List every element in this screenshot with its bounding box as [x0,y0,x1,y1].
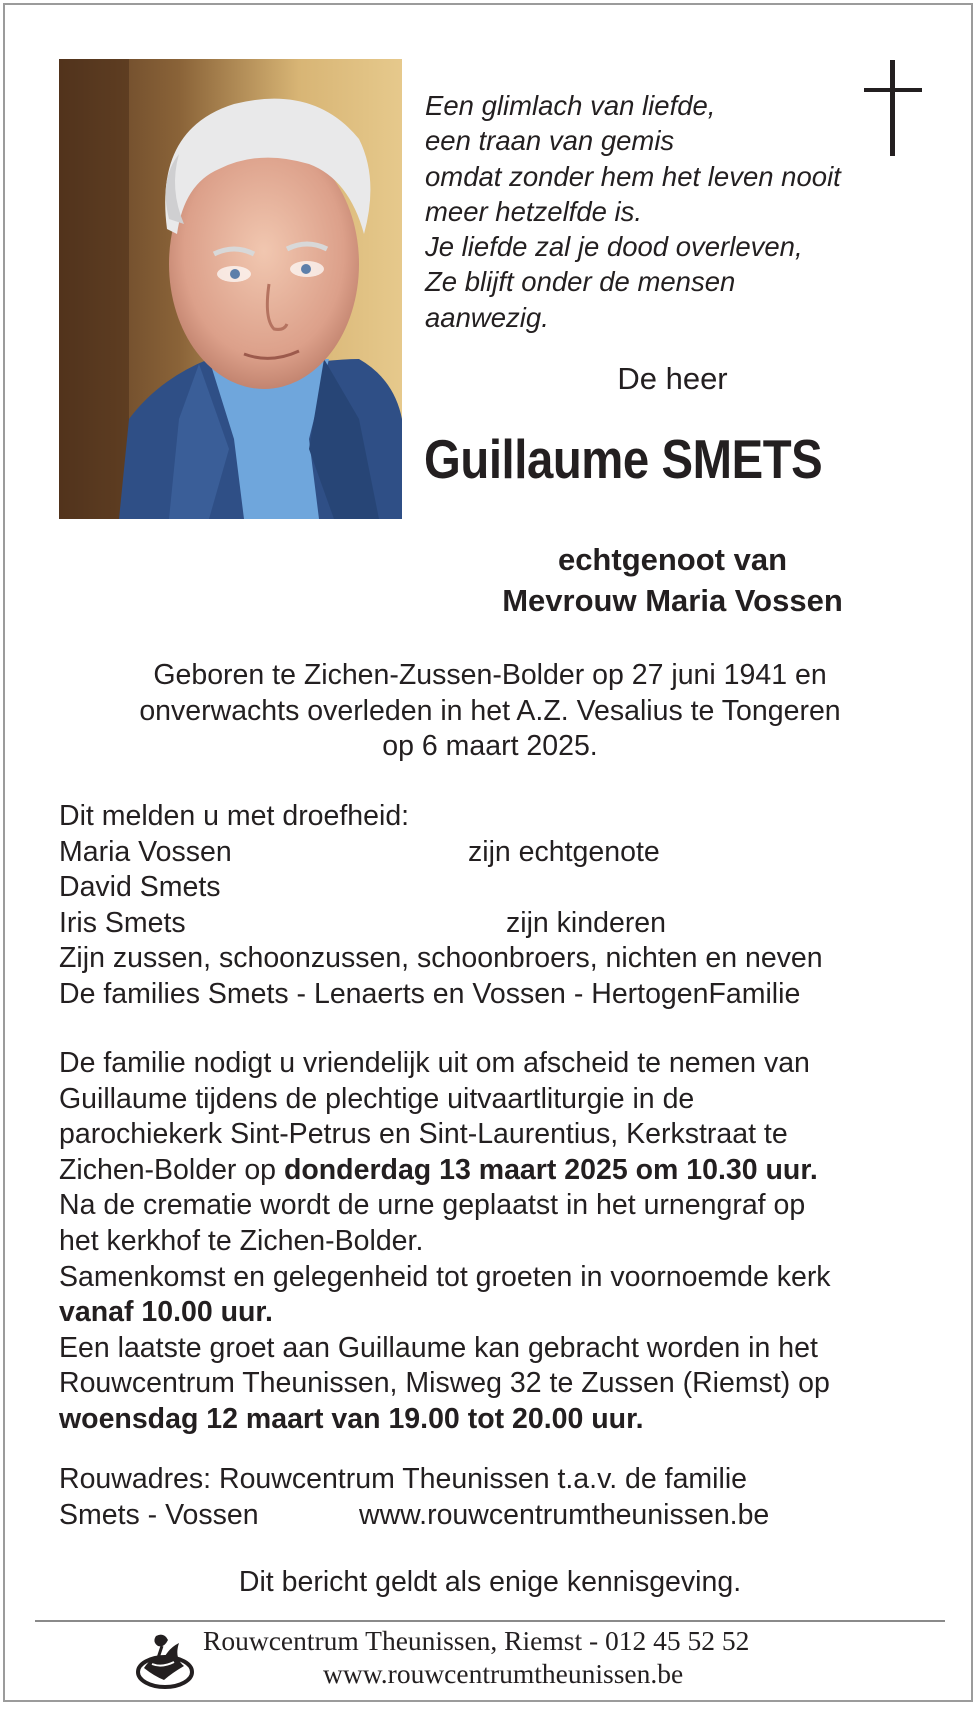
poem-line: Een glimlach van liefde, [425,90,716,121]
footer-divider [35,1620,945,1622]
poem-line: omdat zonder hem het leven nooit [425,160,841,192]
death-line: onverwachts overleden in het A.Z. Vesalius te Tongeren [139,694,841,727]
ceremony-line: Samenkomst en gelegenheid tot groeten in voornoemde kerk [59,1260,831,1293]
family-child-row [59,906,939,942]
poem-line: meer hetzelfde is. [425,195,643,227]
ceremony-line: Na de crematie wordt de urne geplaatst in het urnengraf op [59,1189,806,1222]
footer-contact [203,1624,883,1690]
poem-line: Je liefde zal je dood overleven, [425,231,803,263]
family-spouse-role: zijn echtgenote [468,835,660,868]
footer-business-line: Rouwcentrum Theunissen, Riemst - 012 45 52 52 [203,1625,750,1656]
address-line [59,1498,939,1534]
poem-line: een traan van gemis [425,125,675,157]
birth-death-info [0,658,980,765]
poem-line: aanwezig. [425,301,549,333]
ceremony-line: Een laatste groet aan Guillaume kan gebracht worden in het [59,1331,818,1364]
spouse-name: Mevrouw Maria Vossen [502,583,843,618]
ceremony-line [59,1153,939,1189]
ceremony-line: parochiekerk Sint-Petrus en Sint-Laurentius, Kerkstraat te [59,1118,788,1151]
death-date-line: op 6 maart 2025. [382,730,598,762]
footer-website[interactable]: www.rouwcentrumtheunissen.be [323,1658,684,1689]
family-child-name: David Smets [59,871,221,903]
portrait-photo [59,59,402,519]
deceased-name: Guillaume SMETS [424,428,823,490]
funeral-home-logo-icon [134,1628,196,1690]
gathering-time: vanaf 10.00 uur. [59,1296,273,1329]
spouse-block [0,539,980,621]
poem [425,88,905,335]
ceremony-info [59,1046,939,1438]
family-relatives: Zijn zussen, schoonzussen, schoonbroers, nichten en neven [59,942,823,974]
family-families: De families Smets - Lenaerts en Vossen - HertogenFamilie [59,977,801,1010]
family-list [59,799,939,1012]
ceremony-line: Guillaume tijdens de plechtige uitvaartliturgie in de [59,1082,695,1115]
website-link[interactable]: www.rouwcentrumtheunissen.be [359,1498,770,1531]
birth-line: Geboren te Zichen-Zussen-Bolder op 27 juni 1941 en [153,659,827,691]
title-de-heer: De heer [617,361,728,396]
farewell-time: woensdag 12 maart van 19.00 tot 20.00 uur. [59,1402,644,1435]
address-family: Smets - Vossen [59,1498,259,1531]
ceremony-line: De familie nodigt u vriendelijk uit om afscheid te nemen van [59,1047,810,1079]
mourning-address [59,1462,939,1533]
ceremony-line: Rouwcentrum Theunissen, Misweg 32 te Zussen (Riemst) op [59,1367,830,1400]
ceremony-line: het kerkhof te Zichen-Bolder. [59,1224,424,1257]
address-line: Rouwadres: Rouwcentrum Theunissen t.a.v. de familie [59,1463,748,1495]
ceremony-datetime: donderdag 13 maart 2025 om 10.30 uur. [283,1153,818,1186]
notice-text: Dit bericht geldt als enige kennisgeving. [238,1566,742,1598]
ceremony-line [59,1295,939,1331]
spouse-prefix: echtgenoot van [557,542,788,577]
family-spouse-name: Maria Vossen [59,835,232,868]
poem-line: Ze blijft onder de mensen [425,266,736,298]
ceremony-place: Zichen-Bolder op [59,1153,284,1186]
family-child-name: Iris Smets [59,906,186,939]
family-children-role: zijn kinderen [506,906,667,939]
ceremony-line [59,1402,939,1438]
family-intro: Dit melden u met droefheid: [59,800,410,832]
family-child-row [59,870,939,906]
family-spouse-row [59,835,939,871]
